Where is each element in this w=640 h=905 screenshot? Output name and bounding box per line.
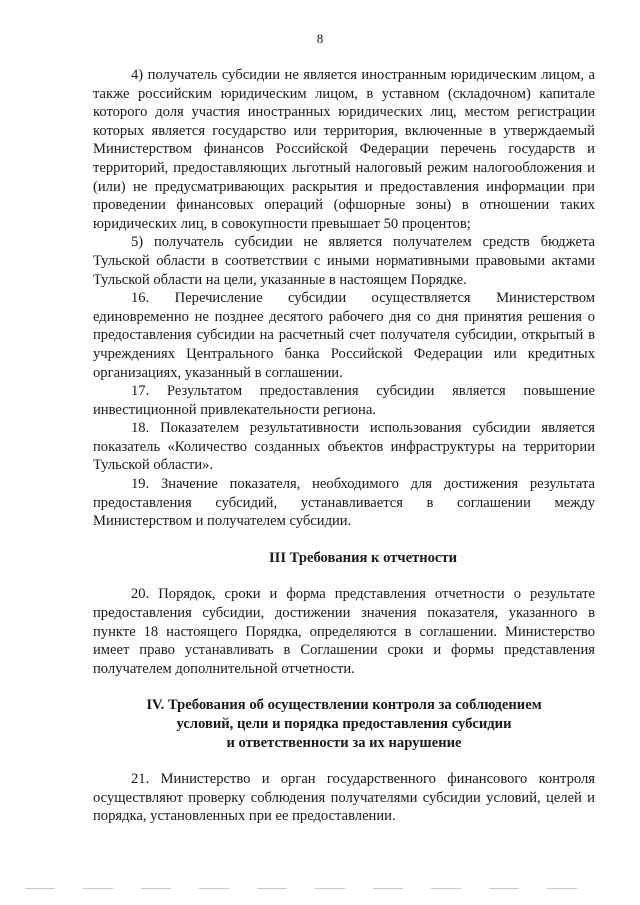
paragraph-18: 18. Показателем результативности использования субсидии является показатель «Количество созданных объектов инфраструктуры на территории Тульской области». (93, 420, 595, 474)
section-4-heading-line-1: IV. Требования об осуществлении контроля за соблюдением (146, 697, 542, 714)
paragraph-17: 17. Результатом предоставления субсидии является повышение инвестиционной привлекательности региона. (93, 383, 595, 418)
paragraph-16: 16. Перечисление субсидии осуществляется Министерством единовременно не позднее десятого рабочего дня со дня принятия решения о предоставления субсидии на расчетный счет получателя субсидии, открытый в учреждениях Центрального банка Российской Федерации или кредитных организациях, указанный в соглашении. (93, 290, 595, 381)
section-4-heading (93, 696, 595, 752)
paragraph-20: 20. Порядок, сроки и форма представления отчетности о результате предоставления субсидии, достижении значения показателя, указанного в пункте 18 настоящего Порядка, определяются в соглашении. Министерство имеет право устанавливать в Соглашении сроки и формы представления получателем дополнительной отчетности. (93, 586, 595, 677)
document-body (93, 66, 595, 826)
paragraph-item-4: 4) получатель субсидии не является иностранным юридическим лицом, а также российским юридическим лицом, в уставном (складочном) капитале которого доля участия иностранных юридических лиц, местом регистрации которых является государство или территория, включенные в утверждаемый Министерством финансов Российской Федерации перечень государств и территорий, предоставляющих льготный налоговый режим налогообложения и (или) не предусматривающих раскрытия и предоставления информации при проведении финансовых операций (офшорные зоны) в отношении таких юридических лиц, в совокупности превышает 50 процентов; (93, 67, 595, 232)
paragraph-21: 21. Министерство и орган государственного финансового контроля осуществляют проверку соблюдения получателями субсидии условий, целей и порядка, установленных при ее предоставлении. (93, 771, 595, 825)
section-4-heading-line-2: условий, цели и порядка предоставления субсидии (176, 716, 512, 732)
page-number: 8 (316, 31, 324, 46)
section-4-heading-line-3: и ответственности за их нарушение (226, 734, 462, 751)
paragraph-19: 19. Значение показателя, необходимого для достижения результата предоставления субсидий, устанавливается в соглашении между Министерством и получателем субсидии. (93, 476, 595, 530)
section-3-heading: III Требования к отчетности (268, 549, 457, 566)
scan-artifact-line (25, 888, 615, 891)
paragraph-item-5: 5) получатель субсидии не является получателем средств бюджета Тульской области в соответствии с иными нормативными правовыми актами Тульской области на цели, указанные в настоящем Порядке. (93, 234, 595, 288)
